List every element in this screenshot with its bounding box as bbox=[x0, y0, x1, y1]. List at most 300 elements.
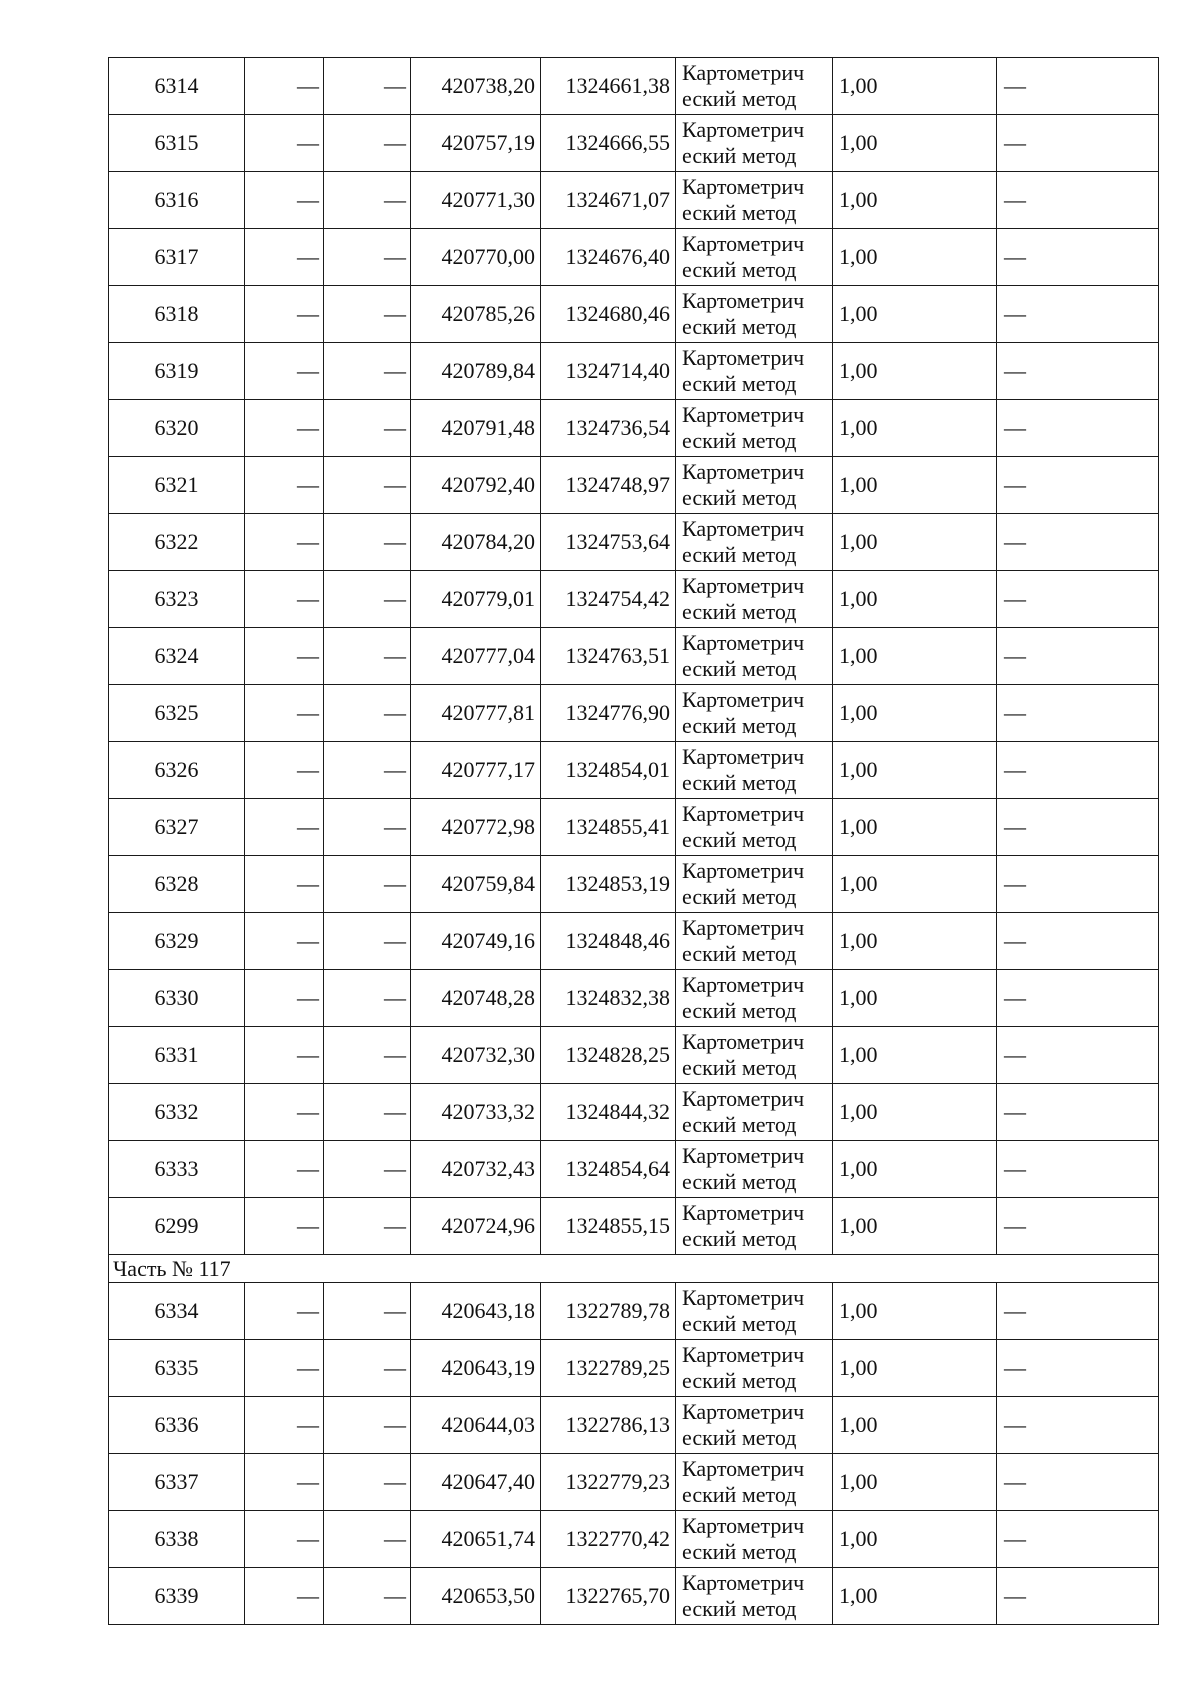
table-row bbox=[109, 970, 1159, 1027]
y-coordinate-cell: 1324661,38 bbox=[541, 58, 676, 115]
table-row bbox=[109, 457, 1159, 514]
point-number-cell: 6339 bbox=[109, 1568, 245, 1625]
accuracy-cell: 1,00 bbox=[833, 1027, 997, 1084]
empty-value-cell: — bbox=[997, 970, 1159, 1027]
table-row bbox=[109, 1283, 1159, 1340]
method-text-line: еский метод bbox=[682, 1425, 797, 1450]
point-number-cell: 6335 bbox=[109, 1340, 245, 1397]
table-row bbox=[109, 58, 1159, 115]
table-row bbox=[109, 571, 1159, 628]
point-number-cell: 6327 bbox=[109, 799, 245, 856]
table-row bbox=[109, 742, 1159, 799]
accuracy-cell: 1,00 bbox=[833, 1454, 997, 1511]
empty-value-cell: — bbox=[997, 229, 1159, 286]
empty-value-cell: — bbox=[324, 514, 411, 571]
y-coordinate-cell: 1324666,55 bbox=[541, 115, 676, 172]
method-cell bbox=[676, 286, 833, 343]
accuracy-cell: 1,00 bbox=[833, 685, 997, 742]
method-text-line: еский метод bbox=[682, 200, 797, 225]
empty-value-cell: — bbox=[324, 970, 411, 1027]
empty-value-cell: — bbox=[324, 1283, 411, 1340]
x-coordinate-cell: 420748,28 bbox=[411, 970, 541, 1027]
y-coordinate-cell: 1324736,54 bbox=[541, 400, 676, 457]
empty-value-cell: — bbox=[245, 1454, 324, 1511]
x-coordinate-cell: 420779,01 bbox=[411, 571, 541, 628]
empty-value-cell: — bbox=[245, 1568, 324, 1625]
empty-value-cell: — bbox=[324, 571, 411, 628]
method-text-line: еский метод bbox=[682, 143, 797, 168]
method-text-line: еский метод bbox=[682, 1112, 797, 1137]
method-text-line: Картометрич bbox=[682, 1399, 805, 1424]
method-text-line: Картометрич bbox=[682, 1456, 805, 1481]
empty-value-cell: — bbox=[324, 1454, 411, 1511]
method-cell bbox=[676, 229, 833, 286]
method-text-line: еский метод bbox=[682, 428, 797, 453]
method-text-line: еский метод bbox=[682, 1055, 797, 1080]
point-number-cell: 6316 bbox=[109, 172, 245, 229]
method-text-line: еский метод bbox=[682, 1539, 797, 1564]
accuracy-cell: 1,00 bbox=[833, 514, 997, 571]
empty-value-cell: — bbox=[324, 229, 411, 286]
table-row bbox=[109, 799, 1159, 856]
method-text-line: Картометрич bbox=[682, 1342, 805, 1367]
method-cell bbox=[676, 1511, 833, 1568]
x-coordinate-cell: 420791,48 bbox=[411, 400, 541, 457]
empty-value-cell: — bbox=[324, 742, 411, 799]
method-cell bbox=[676, 571, 833, 628]
x-coordinate-cell: 420792,40 bbox=[411, 457, 541, 514]
method-cell bbox=[676, 1454, 833, 1511]
method-cell bbox=[676, 1027, 833, 1084]
y-coordinate-cell: 1324754,42 bbox=[541, 571, 676, 628]
method-cell bbox=[676, 457, 833, 514]
accuracy-cell: 1,00 bbox=[833, 1511, 997, 1568]
section-label: Часть № 117 bbox=[109, 1255, 1159, 1283]
empty-value-cell: — bbox=[997, 1283, 1159, 1340]
x-coordinate-cell: 420732,30 bbox=[411, 1027, 541, 1084]
method-cell bbox=[676, 58, 833, 115]
accuracy-cell: 1,00 bbox=[833, 856, 997, 913]
x-coordinate-cell: 420771,30 bbox=[411, 172, 541, 229]
empty-value-cell: — bbox=[245, 628, 324, 685]
empty-value-cell: — bbox=[997, 172, 1159, 229]
empty-value-cell: — bbox=[324, 115, 411, 172]
empty-value-cell: — bbox=[245, 685, 324, 742]
method-cell bbox=[676, 1198, 833, 1255]
empty-value-cell: — bbox=[324, 172, 411, 229]
empty-value-cell: — bbox=[997, 58, 1159, 115]
x-coordinate-cell: 420789,84 bbox=[411, 343, 541, 400]
method-text-line: еский метод bbox=[682, 86, 797, 111]
method-text-line: Картометрич bbox=[682, 1029, 805, 1054]
accuracy-cell: 1,00 bbox=[833, 343, 997, 400]
empty-value-cell: — bbox=[997, 1454, 1159, 1511]
empty-value-cell: — bbox=[324, 1141, 411, 1198]
table-row bbox=[109, 343, 1159, 400]
method-text-line: Картометрич bbox=[682, 231, 805, 256]
method-text-line: еский метод bbox=[682, 941, 797, 966]
y-coordinate-cell: 1322779,23 bbox=[541, 1454, 676, 1511]
empty-value-cell: — bbox=[997, 514, 1159, 571]
accuracy-cell: 1,00 bbox=[833, 172, 997, 229]
x-coordinate-cell: 420759,84 bbox=[411, 856, 541, 913]
point-number-cell: 6315 bbox=[109, 115, 245, 172]
accuracy-cell: 1,00 bbox=[833, 229, 997, 286]
x-coordinate-cell: 420772,98 bbox=[411, 799, 541, 856]
accuracy-cell: 1,00 bbox=[833, 571, 997, 628]
x-coordinate-cell: 420732,43 bbox=[411, 1141, 541, 1198]
empty-value-cell: — bbox=[997, 115, 1159, 172]
empty-value-cell: — bbox=[324, 343, 411, 400]
method-text-line: Картометрич bbox=[682, 858, 805, 883]
method-text-line: еский метод bbox=[682, 713, 797, 738]
table-row bbox=[109, 913, 1159, 970]
method-cell bbox=[676, 1283, 833, 1340]
method-text-line: Картометрич bbox=[682, 573, 805, 598]
empty-value-cell: — bbox=[245, 1283, 324, 1340]
empty-value-cell: — bbox=[324, 1511, 411, 1568]
empty-value-cell: — bbox=[245, 115, 324, 172]
point-number-cell: 6331 bbox=[109, 1027, 245, 1084]
empty-value-cell: — bbox=[997, 1141, 1159, 1198]
empty-value-cell: — bbox=[245, 1141, 324, 1198]
y-coordinate-cell: 1324753,64 bbox=[541, 514, 676, 571]
x-coordinate-cell: 420784,20 bbox=[411, 514, 541, 571]
method-cell bbox=[676, 115, 833, 172]
method-cell bbox=[676, 799, 833, 856]
method-cell bbox=[676, 685, 833, 742]
table-row bbox=[109, 1397, 1159, 1454]
empty-value-cell: — bbox=[245, 172, 324, 229]
empty-value-cell: — bbox=[245, 913, 324, 970]
accuracy-cell: 1,00 bbox=[833, 58, 997, 115]
x-coordinate-cell: 420724,96 bbox=[411, 1198, 541, 1255]
table-row bbox=[109, 1340, 1159, 1397]
empty-value-cell: — bbox=[324, 856, 411, 913]
point-number-cell: 6336 bbox=[109, 1397, 245, 1454]
table-row bbox=[109, 115, 1159, 172]
point-number-cell: 6337 bbox=[109, 1454, 245, 1511]
empty-value-cell: — bbox=[245, 1198, 324, 1255]
empty-value-cell: — bbox=[997, 742, 1159, 799]
empty-value-cell: — bbox=[997, 628, 1159, 685]
empty-value-cell: — bbox=[245, 343, 324, 400]
empty-value-cell: — bbox=[997, 1084, 1159, 1141]
empty-value-cell: — bbox=[324, 913, 411, 970]
empty-value-cell: — bbox=[997, 1340, 1159, 1397]
accuracy-cell: 1,00 bbox=[833, 742, 997, 799]
x-coordinate-cell: 420770,00 bbox=[411, 229, 541, 286]
empty-value-cell: — bbox=[997, 400, 1159, 457]
point-number-cell: 6314 bbox=[109, 58, 245, 115]
y-coordinate-cell: 1322765,70 bbox=[541, 1568, 676, 1625]
method-cell bbox=[676, 913, 833, 970]
method-text-line: Картометрич bbox=[682, 117, 805, 142]
empty-value-cell: — bbox=[245, 1397, 324, 1454]
x-coordinate-cell: 420643,19 bbox=[411, 1340, 541, 1397]
empty-value-cell: — bbox=[245, 742, 324, 799]
method-cell bbox=[676, 856, 833, 913]
empty-value-cell: — bbox=[997, 856, 1159, 913]
method-text-line: Картометрич bbox=[682, 801, 805, 826]
point-number-cell: 6330 bbox=[109, 970, 245, 1027]
y-coordinate-cell: 1324844,32 bbox=[541, 1084, 676, 1141]
accuracy-cell: 1,00 bbox=[833, 1568, 997, 1625]
table-row bbox=[109, 856, 1159, 913]
empty-value-cell: — bbox=[324, 457, 411, 514]
method-cell bbox=[676, 1084, 833, 1141]
empty-value-cell: — bbox=[245, 286, 324, 343]
empty-value-cell: — bbox=[997, 1511, 1159, 1568]
section-row bbox=[109, 1255, 1159, 1283]
y-coordinate-cell: 1322789,78 bbox=[541, 1283, 676, 1340]
method-cell bbox=[676, 1340, 833, 1397]
table-row bbox=[109, 400, 1159, 457]
method-cell bbox=[676, 400, 833, 457]
method-cell bbox=[676, 172, 833, 229]
method-text-line: еский метод bbox=[682, 257, 797, 282]
method-cell bbox=[676, 514, 833, 571]
method-text-line: еский метод bbox=[682, 599, 797, 624]
method-text-line: еский метод bbox=[682, 1226, 797, 1251]
empty-value-cell: — bbox=[324, 286, 411, 343]
method-text-line: еский метод bbox=[682, 1169, 797, 1194]
empty-value-cell: — bbox=[324, 685, 411, 742]
method-text-line: еский метод bbox=[682, 485, 797, 510]
method-text-line: еский метод bbox=[682, 1368, 797, 1393]
empty-value-cell: — bbox=[324, 1397, 411, 1454]
method-cell bbox=[676, 1141, 833, 1198]
coordinates-table bbox=[108, 57, 1159, 1625]
y-coordinate-cell: 1324676,40 bbox=[541, 229, 676, 286]
point-number-cell: 6329 bbox=[109, 913, 245, 970]
empty-value-cell: — bbox=[997, 1397, 1159, 1454]
x-coordinate-cell: 420651,74 bbox=[411, 1511, 541, 1568]
method-cell bbox=[676, 1568, 833, 1625]
point-number-cell: 6334 bbox=[109, 1283, 245, 1340]
method-text-line: еский метод bbox=[682, 314, 797, 339]
point-number-cell: 6317 bbox=[109, 229, 245, 286]
method-text-line: Картометрич bbox=[682, 174, 805, 199]
method-text-line: Картометрич bbox=[682, 459, 805, 484]
method-text-line: Картометрич bbox=[682, 1086, 805, 1111]
point-number-cell: 6328 bbox=[109, 856, 245, 913]
method-text-line: Картометрич bbox=[682, 1200, 805, 1225]
x-coordinate-cell: 420749,16 bbox=[411, 913, 541, 970]
table-row bbox=[109, 685, 1159, 742]
empty-value-cell: — bbox=[997, 913, 1159, 970]
empty-value-cell: — bbox=[997, 286, 1159, 343]
method-text-line: Картометрич bbox=[682, 972, 805, 997]
accuracy-cell: 1,00 bbox=[833, 913, 997, 970]
x-coordinate-cell: 420785,26 bbox=[411, 286, 541, 343]
accuracy-cell: 1,00 bbox=[833, 1340, 997, 1397]
method-text-line: еский метод bbox=[682, 770, 797, 795]
accuracy-cell: 1,00 bbox=[833, 115, 997, 172]
point-number-cell: 6333 bbox=[109, 1141, 245, 1198]
empty-value-cell: — bbox=[324, 1568, 411, 1625]
empty-value-cell: — bbox=[997, 1027, 1159, 1084]
table-row bbox=[109, 1084, 1159, 1141]
method-text-line: еский метод bbox=[682, 1596, 797, 1621]
table-body bbox=[109, 58, 1159, 1625]
table-row bbox=[109, 229, 1159, 286]
empty-value-cell: — bbox=[245, 58, 324, 115]
y-coordinate-cell: 1322786,13 bbox=[541, 1397, 676, 1454]
method-text-line: Картометрич bbox=[682, 288, 805, 313]
table-row bbox=[109, 514, 1159, 571]
y-coordinate-cell: 1324832,38 bbox=[541, 970, 676, 1027]
accuracy-cell: 1,00 bbox=[833, 400, 997, 457]
accuracy-cell: 1,00 bbox=[833, 286, 997, 343]
y-coordinate-cell: 1324855,15 bbox=[541, 1198, 676, 1255]
empty-value-cell: — bbox=[245, 1084, 324, 1141]
method-text-line: Картометрич bbox=[682, 915, 805, 940]
x-coordinate-cell: 420643,18 bbox=[411, 1283, 541, 1340]
y-coordinate-cell: 1324671,07 bbox=[541, 172, 676, 229]
x-coordinate-cell: 420647,40 bbox=[411, 1454, 541, 1511]
point-number-cell: 6320 bbox=[109, 400, 245, 457]
method-text-line: Картометрич bbox=[682, 60, 805, 85]
empty-value-cell: — bbox=[245, 1340, 324, 1397]
method-text-line: Картометрич bbox=[682, 630, 805, 655]
accuracy-cell: 1,00 bbox=[833, 799, 997, 856]
method-cell bbox=[676, 970, 833, 1027]
point-number-cell: 6323 bbox=[109, 571, 245, 628]
empty-value-cell: — bbox=[245, 514, 324, 571]
x-coordinate-cell: 420757,19 bbox=[411, 115, 541, 172]
x-coordinate-cell: 420644,03 bbox=[411, 1397, 541, 1454]
accuracy-cell: 1,00 bbox=[833, 1084, 997, 1141]
empty-value-cell: — bbox=[245, 1511, 324, 1568]
y-coordinate-cell: 1324828,25 bbox=[541, 1027, 676, 1084]
method-text-line: еский метод bbox=[682, 656, 797, 681]
empty-value-cell: — bbox=[997, 343, 1159, 400]
method-text-line: еский метод bbox=[682, 884, 797, 909]
table-row bbox=[109, 1027, 1159, 1084]
table-row bbox=[109, 286, 1159, 343]
empty-value-cell: — bbox=[324, 799, 411, 856]
method-text-line: еский метод bbox=[682, 371, 797, 396]
y-coordinate-cell: 1324853,19 bbox=[541, 856, 676, 913]
method-cell bbox=[676, 1397, 833, 1454]
accuracy-cell: 1,00 bbox=[833, 1283, 997, 1340]
point-number-cell: 6321 bbox=[109, 457, 245, 514]
x-coordinate-cell: 420653,50 bbox=[411, 1568, 541, 1625]
y-coordinate-cell: 1322770,42 bbox=[541, 1511, 676, 1568]
empty-value-cell: — bbox=[324, 400, 411, 457]
x-coordinate-cell: 420733,32 bbox=[411, 1084, 541, 1141]
accuracy-cell: 1,00 bbox=[833, 970, 997, 1027]
table-row bbox=[109, 1511, 1159, 1568]
y-coordinate-cell: 1324848,46 bbox=[541, 913, 676, 970]
y-coordinate-cell: 1324763,51 bbox=[541, 628, 676, 685]
x-coordinate-cell: 420777,04 bbox=[411, 628, 541, 685]
method-text-line: Картометрич bbox=[682, 1513, 805, 1538]
empty-value-cell: — bbox=[245, 229, 324, 286]
empty-value-cell: — bbox=[245, 400, 324, 457]
y-coordinate-cell: 1324854,64 bbox=[541, 1141, 676, 1198]
method-text-line: еский метод bbox=[682, 1482, 797, 1507]
method-text-line: еский метод bbox=[682, 827, 797, 852]
method-text-line: еский метод bbox=[682, 1311, 797, 1336]
empty-value-cell: — bbox=[324, 628, 411, 685]
empty-value-cell: — bbox=[245, 571, 324, 628]
empty-value-cell: — bbox=[997, 1198, 1159, 1255]
empty-value-cell: — bbox=[324, 58, 411, 115]
empty-value-cell: — bbox=[245, 799, 324, 856]
method-text-line: Картометрич bbox=[682, 1570, 805, 1595]
point-number-cell: 6324 bbox=[109, 628, 245, 685]
method-text-line: Картометрич bbox=[682, 744, 805, 769]
table-row bbox=[109, 628, 1159, 685]
y-coordinate-cell: 1324748,97 bbox=[541, 457, 676, 514]
method-text-line: Картометрич bbox=[682, 1285, 805, 1310]
y-coordinate-cell: 1324680,46 bbox=[541, 286, 676, 343]
y-coordinate-cell: 1324714,40 bbox=[541, 343, 676, 400]
empty-value-cell: — bbox=[245, 1027, 324, 1084]
accuracy-cell: 1,00 bbox=[833, 1141, 997, 1198]
method-text-line: еский метод bbox=[682, 998, 797, 1023]
table-row bbox=[109, 1198, 1159, 1255]
empty-value-cell: — bbox=[324, 1084, 411, 1141]
y-coordinate-cell: 1324776,90 bbox=[541, 685, 676, 742]
method-text-line: Картометрич bbox=[682, 516, 805, 541]
accuracy-cell: 1,00 bbox=[833, 628, 997, 685]
y-coordinate-cell: 1324854,01 bbox=[541, 742, 676, 799]
accuracy-cell: 1,00 bbox=[833, 457, 997, 514]
method-cell bbox=[676, 343, 833, 400]
method-text-line: Картометрич bbox=[682, 1143, 805, 1168]
method-text-line: Картометрич bbox=[682, 402, 805, 427]
table-row bbox=[109, 1141, 1159, 1198]
y-coordinate-cell: 1322789,25 bbox=[541, 1340, 676, 1397]
point-number-cell: 6322 bbox=[109, 514, 245, 571]
x-coordinate-cell: 420738,20 bbox=[411, 58, 541, 115]
accuracy-cell: 1,00 bbox=[833, 1198, 997, 1255]
empty-value-cell: — bbox=[997, 799, 1159, 856]
x-coordinate-cell: 420777,17 bbox=[411, 742, 541, 799]
method-cell bbox=[676, 742, 833, 799]
table-row bbox=[109, 1454, 1159, 1511]
empty-value-cell: — bbox=[997, 1568, 1159, 1625]
point-number-cell: 6326 bbox=[109, 742, 245, 799]
table-row bbox=[109, 172, 1159, 229]
empty-value-cell: — bbox=[245, 970, 324, 1027]
table-row bbox=[109, 1568, 1159, 1625]
empty-value-cell: — bbox=[997, 685, 1159, 742]
method-text-line: Картометрич bbox=[682, 345, 805, 370]
method-text-line: еский метод bbox=[682, 542, 797, 567]
point-number-cell: 6318 bbox=[109, 286, 245, 343]
empty-value-cell: — bbox=[324, 1198, 411, 1255]
point-number-cell: 6319 bbox=[109, 343, 245, 400]
method-text-line: Картометрич bbox=[682, 687, 805, 712]
empty-value-cell: — bbox=[245, 457, 324, 514]
empty-value-cell: — bbox=[324, 1027, 411, 1084]
empty-value-cell: — bbox=[997, 571, 1159, 628]
method-cell bbox=[676, 628, 833, 685]
accuracy-cell: 1,00 bbox=[833, 1397, 997, 1454]
empty-value-cell: — bbox=[997, 457, 1159, 514]
empty-value-cell: — bbox=[245, 856, 324, 913]
point-number-cell: 6338 bbox=[109, 1511, 245, 1568]
point-number-cell: 6325 bbox=[109, 685, 245, 742]
y-coordinate-cell: 1324855,41 bbox=[541, 799, 676, 856]
x-coordinate-cell: 420777,81 bbox=[411, 685, 541, 742]
point-number-cell: 6332 bbox=[109, 1084, 245, 1141]
point-number-cell: 6299 bbox=[109, 1198, 245, 1255]
